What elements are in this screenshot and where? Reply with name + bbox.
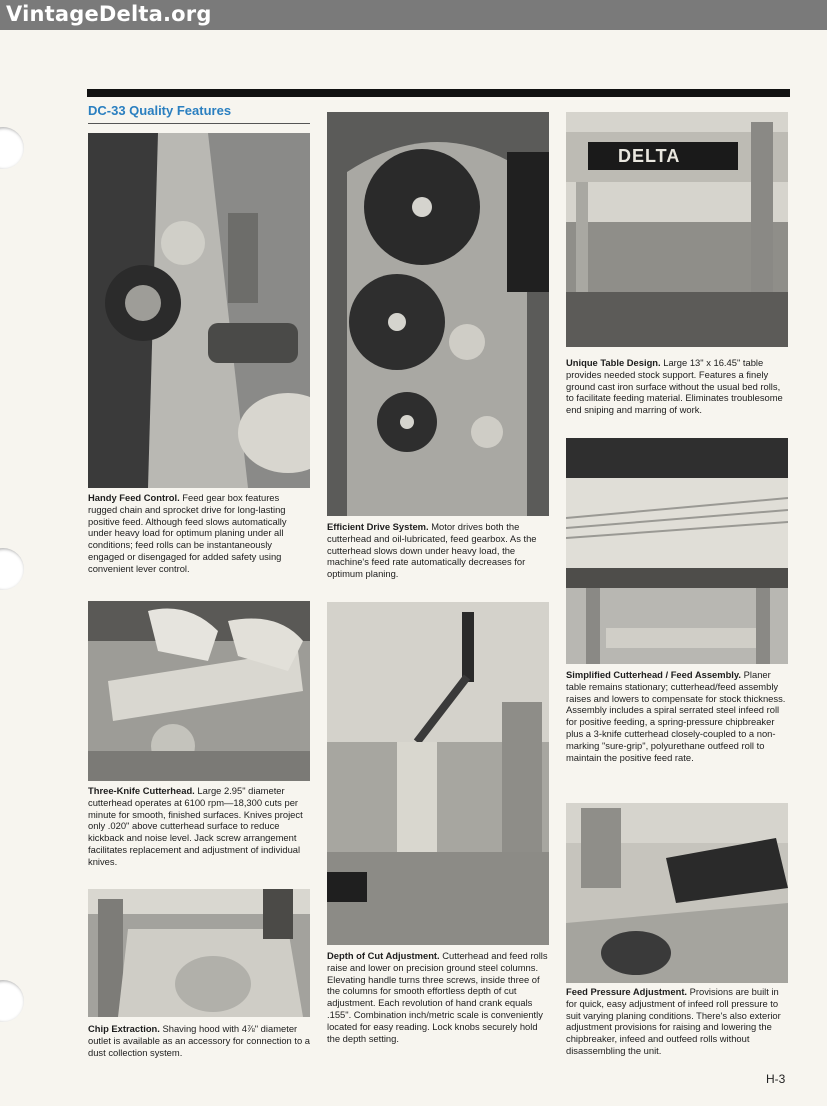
caption-title: Handy Feed Control. <box>88 492 180 503</box>
page-title: DC-33 Quality Features <box>88 103 232 118</box>
site-name: VintageDelta.org <box>6 2 212 26</box>
feed-control-photo <box>88 133 310 488</box>
table-photo <box>566 112 788 347</box>
caption-chip <box>88 1023 310 1058</box>
caption-text: Shaving hood with 4⅞" diameter outlet is available as an accessory for connection to a dust collection system. <box>88 1023 311 1058</box>
caption-drive <box>327 521 549 580</box>
caption-title: Simplified Cutterhead / Feed Assembly. <box>566 669 742 680</box>
caption-simplified <box>566 669 788 763</box>
caption-text: Provisions are built in for quick, easy adjustment of infeed roll pressure to suit varying planing conditions. There's also exterior adjustment provisions for raising and lowering the chipbreaker, infeed and outfeed rolls without disassembling the unit. <box>566 986 781 1056</box>
caption-three-knife <box>88 785 310 868</box>
caption-text: Motor drives both the cutterhead and oil-lubricated, feed gearbox. As the cutterhead slows down under heavy load, the machine's feed rate automatically decreases for optimum planing. <box>327 521 537 580</box>
caption-text: Large 13" x 16.45" table provides needed stock support. Features a finely ground cast iron surface without the usual bed rolls, to facilitate feeding material. Eliminates troublesome end sniping and marring of work. <box>566 357 783 416</box>
caption-table <box>566 357 788 416</box>
caption-title: Feed Pressure Adjustment. <box>566 986 688 997</box>
cutterhead-assembly-photo <box>566 438 788 664</box>
header-rule <box>87 89 790 97</box>
caption-title: Three-Knife Cutterhead. <box>88 785 195 796</box>
caption-title: Chip Extraction. <box>88 1023 160 1034</box>
title-underline <box>88 123 310 124</box>
caption-text: Cutterhead and feed rolls raise and lower on precision ground steel columns. Elevating handle turns three screws, inside three of the columns for smooth effortless depth of cut adjustment. Each revolution of hand crank equals .155". Combination inch/metric scale is conveniently located for easy reading. Lock knobs securely hold the depth setting. <box>327 950 548 1044</box>
chip-extraction-photo <box>88 889 310 1017</box>
three-knife-photo <box>88 601 310 781</box>
page-number: H-3 <box>766 1072 786 1086</box>
caption-title: Depth of Cut Adjustment. <box>327 950 440 961</box>
caption-pressure <box>566 986 788 1057</box>
caption-handy-feed <box>88 492 310 575</box>
caption-title: Unique Table Design. <box>566 357 661 368</box>
delta-logo: DELTA <box>618 146 681 166</box>
caption-title: Efficient Drive System. <box>327 521 429 532</box>
caption-text: Planer table remains stationary; cutterhead/feed assembly raises and lowers to compensate for stock thickness. Assembly includes a spiral serrated steel infeed roll for positive feeding, a spring-pressure chipbreaker plus a 3-knife cutterhead closely-coupled to a non-marking "sure-grip", polyurethane outfeed roll to maintain the positive feed rate. <box>566 669 786 763</box>
caption-depth <box>327 950 549 1044</box>
caption-text: Feed gear box features rugged chain and sprocket drive for long-lasting positive feed. Although feed slows automatically under heavy load for optimum planing under all conditions; feed rolls can be instantaneously engaged or disengaged for added safety using convenient lever control. <box>88 492 287 574</box>
drive-system-photo <box>327 112 549 516</box>
feed-pressure-photo <box>566 803 788 983</box>
depth-adjustment-photo <box>327 602 549 945</box>
site-banner <box>0 0 827 30</box>
caption-text: Large 2.95" diameter cutterhead operates at 6100 rpm—18,300 cuts per minute for smooth, finished surfaces. Knives project only .020" above cutterhead surface to reduce kickback and noise level. Jack screw arrangement facilitates replacement and adjustment of individual knives. <box>88 785 303 867</box>
